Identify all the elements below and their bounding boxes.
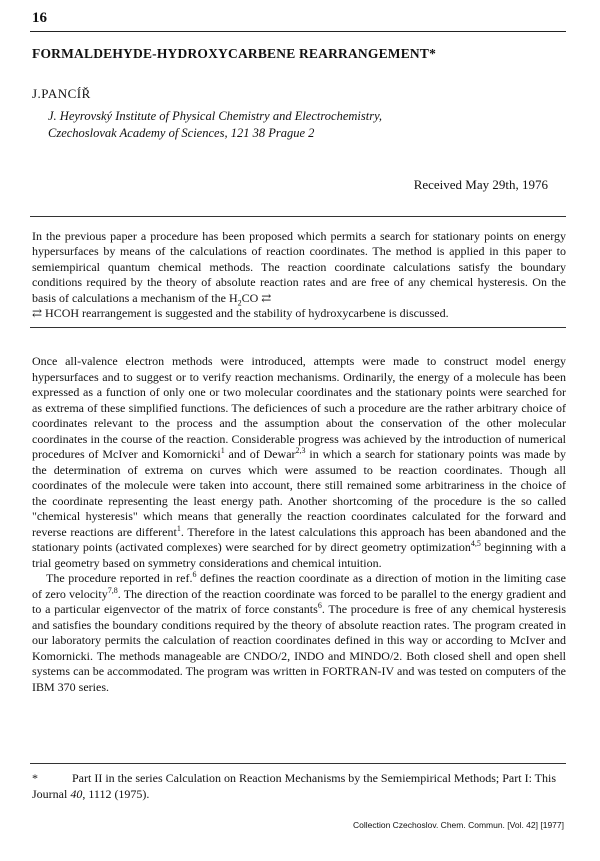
footnote-volume: 40 — [70, 787, 83, 801]
body-text-span: . The procedure is free of any chemical hysteresis and satisfies the boundary conditions required by the theory of absolute reaction rates. The program created in our laboratory permits the calculation of reaction coordinates defined in this way or according to McIver and Komornicki. The methods manageable are CNDO/2, INDO and MINDO/2. Both closed shell and open shell systems can be accommodated. The program was written in FORTRAN-IV and was tested on computers of the IBM 370 series. — [32, 602, 567, 694]
citation-superscript: 4,5 — [470, 539, 481, 548]
citation-superscript: 6 — [192, 570, 197, 579]
body-text-span: beginning with a trial geometry based on symmetry considerations and chemical intuition. — [32, 540, 566, 570]
abstract-text-1: In the previous paper a procedure has been proposed which permits a search for stationary points on energy hypersurfaces by means of the calculations of reaction coordinates. The method is applied in this paper to semiempirical quantum chemical methods. The reaction coordinate calculations satisfy the boundary conditions required by the theory of absolute reaction rates and are free of any chemical hysteresis. On the basis of calculations a mechanism of the H — [32, 229, 566, 305]
abstract-top-rule — [30, 216, 566, 217]
footnote-text-a: Part II in the series Calculation on Reaction Mechanisms by the Semiempirical Methods; Part I: This Journal — [32, 771, 557, 801]
received-date: Received May 29th, 1976 — [413, 177, 548, 192]
running-footer: Collection Czechoslov. Chem. Commun. [Vol. 42] [1977] — [352, 820, 564, 830]
body-text-span: Once all-valence electron methods were introduced, attempts were made to construct model energy hypersurfaces and to suggest or to verify reaction mechanisms. Ordinarily, the energy of a molecule has been expressed as a function of only one or two molecular coordinates and the stationary points were searched for as extrema of these simplified functions. The deficiences of such a procedure are the rather arbitrary choice of coordinates relevant to the process and the assumption about the conservation of the other molecular coordinates in the course of the reaction. Considerable progress was achieved by the introduction of numerical procedures of McIver and Komornicki — [32, 354, 566, 461]
header-rule — [30, 31, 566, 32]
body-text-span: . Therefore in the latest calculations this approach has been abandoned and the stationary points (activated complexes) were searched for by direct geometry optimization — [32, 524, 566, 554]
body-paragraph-2 — [32, 571, 566, 695]
footnote-text-b: , 1112 (1975). — [82, 787, 150, 801]
citation-superscript: 6 — [317, 601, 322, 610]
article-title: FORMALDEHYDE-HYDROXYCARBENE REARRANGEMENT* — [32, 46, 437, 61]
footnote-rule — [30, 763, 566, 764]
footnote-mark: * — [32, 771, 38, 785]
page-number: 16 — [32, 10, 47, 26]
citation-superscript: 2,3 — [295, 446, 306, 455]
body-text-span: The procedure reported in ref. — [46, 571, 193, 585]
author-affiliation — [48, 108, 548, 142]
body-text-span: . The direction of the reaction coordinate was forced to be parallel to the energy gradient and to a particular eigenvector of the matrix of force constants — [32, 586, 566, 616]
abstract-subscript: 2 — [237, 298, 242, 308]
body-text-span: defines the reaction coordinate as a direction of motion in the limiting case of zero velocity — [32, 571, 566, 601]
body-text-span: and of Dewar — [224, 447, 296, 461]
abstract-text-3: ⇄ HCOH rearrangement is suggested and the stability of hydroxycarbene is discussed. — [32, 306, 449, 321]
body-text-span: in which a search for stationary points was made by the determination of extrema on curves which were assumed to be reaction coordinates. Though all coordinates of the molecule were taken into account, there still remained some arbitrariness in the choice of the coordinate representing the least energy path. Another shortcoming of the procedure is the so called "chemical hysteresis" which means that generally the reaction coordinates calculated for the forward and reverse reactions are different — [32, 447, 566, 539]
article-body — [32, 354, 566, 695]
affiliation-line-2: Czechoslovak Academy of Sciences, 121 38 Prague 2 — [48, 126, 315, 140]
footnote — [32, 770, 566, 802]
body-paragraph-1 — [32, 354, 566, 571]
author-name: J.PANCÍŘ — [32, 86, 91, 101]
citation-superscript: 1 — [220, 446, 225, 455]
abstract-bottom-rule — [30, 327, 566, 328]
citation-superscript: 7,8 — [107, 585, 118, 595]
abstract — [32, 229, 566, 321]
affiliation-line-1: J. Heyrovský Institute of Physical Chemistry and Electrochemistry, — [48, 109, 383, 123]
citation-superscript: 1 — [176, 523, 181, 533]
abstract-text-2: CO ⇄ — [241, 290, 272, 305]
